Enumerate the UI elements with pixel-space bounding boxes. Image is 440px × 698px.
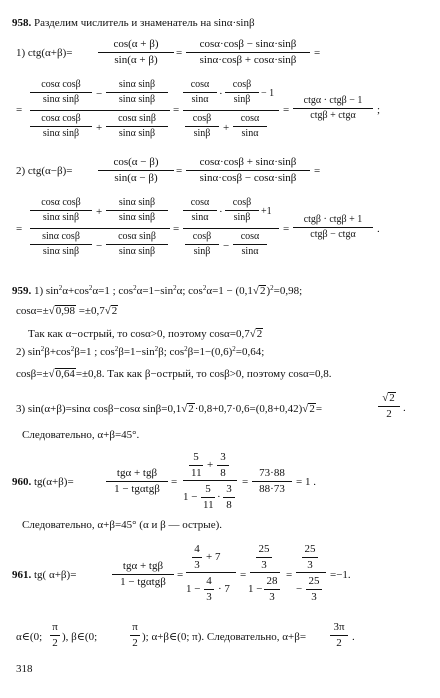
sqrt-radicand: 2 <box>111 305 118 317</box>
fraction <box>183 80 217 105</box>
fraction <box>223 484 235 511</box>
fraction <box>233 114 267 139</box>
denominator: 1 − tgαtgβ <box>120 576 166 588</box>
fraction-bar <box>183 480 237 481</box>
text: tg( α+β)= <box>34 569 77 581</box>
fraction <box>330 622 348 649</box>
equals-sign: = <box>283 223 290 235</box>
denominator: sinα <box>241 246 259 257</box>
fraction <box>30 232 92 257</box>
fraction <box>186 39 310 66</box>
fraction <box>225 198 259 223</box>
fraction <box>192 544 202 571</box>
numerator: ctgβ · ctgβ + 1 <box>293 215 373 228</box>
exponent: 2 <box>202 284 207 292</box>
exponent: 2 <box>232 345 236 353</box>
numerator: cosβ <box>225 80 259 93</box>
numerator: tgα + tgβ <box>106 468 168 482</box>
numerator: cosβ <box>185 232 219 245</box>
denominator: 2 <box>336 637 342 649</box>
text: = <box>315 403 323 415</box>
plus-sign: + <box>96 122 103 134</box>
numerator: cosα cosβ <box>30 80 92 93</box>
text: β=1 ; cos <box>74 346 115 358</box>
problem-959-line-3 <box>28 328 263 340</box>
fraction-bar <box>183 110 279 111</box>
numerator: ctgα · ctgβ − 1 <box>293 96 373 109</box>
denominator: 11 <box>203 499 214 511</box>
sqrt: √2 <box>104 305 118 317</box>
denominator: 11 <box>191 467 202 479</box>
problem-intro: Разделим числитель и знаменатель на sinα·sinβ <box>34 17 255 29</box>
period: . <box>377 223 380 235</box>
text: =±0,8. Так как β−острый, то cosβ>0, поэтому cosα=0,8. <box>75 368 332 380</box>
numerator: 3 <box>217 452 229 466</box>
sqrt: √0,64 <box>48 368 75 380</box>
fraction <box>106 232 168 257</box>
fraction <box>185 114 219 139</box>
equals-sign: = <box>286 569 293 581</box>
dot-sign: · <box>219 88 223 100</box>
text: α+cos <box>62 285 89 297</box>
fraction <box>112 561 174 588</box>
denominator: sinα sinβ <box>118 128 156 139</box>
exponent: 2 <box>40 345 45 353</box>
text: β+cos <box>44 346 71 358</box>
plus-sign: + <box>207 459 214 471</box>
plus-one: +1 <box>261 206 272 217</box>
fraction <box>201 484 215 511</box>
problem-959-conclusion: Следовательно, α+β=45°. <box>22 429 140 441</box>
equals-sign: = <box>283 104 290 116</box>
equals-sign: = <box>314 165 321 177</box>
text: 3) sin(α+β)=sinα cosβ−cosα sinβ=0,1 <box>16 403 182 415</box>
minus-sign: − <box>96 240 103 252</box>
numerator: cosα·cosβ − sinα·sinβ <box>186 39 310 53</box>
fraction <box>302 544 318 571</box>
fraction <box>217 452 229 479</box>
denominator: 2 <box>132 637 138 649</box>
formula-text: 2) ctg(α−β)= <box>16 165 73 177</box>
text: α=1 − (0,1 <box>206 285 253 297</box>
problem-960-heading <box>12 477 74 488</box>
text: ) <box>266 285 271 297</box>
exponent: 2 <box>70 345 75 353</box>
numerator: 25 <box>306 576 322 590</box>
numerator: cosα·cosβ + sinα·sinβ <box>186 157 310 171</box>
denominator: sinβ <box>233 212 251 223</box>
fraction <box>98 157 174 184</box>
fraction <box>106 468 168 495</box>
denominator: sinα sinβ <box>42 246 80 257</box>
denominator: sinα sinβ <box>42 212 80 223</box>
denominator: 3 <box>261 559 267 571</box>
text: =±0,7 <box>78 305 105 317</box>
text: + 7 <box>206 551 221 563</box>
denominator: 88·73 <box>259 483 285 495</box>
formula-text: 1) ctg(α+β)= <box>16 47 73 59</box>
sqrt: √2 <box>181 403 194 415</box>
denominator: 3 <box>194 559 200 571</box>
text: Так как α−острый, то cosα>0, поэтому cosα=0,7 <box>28 328 250 340</box>
denominator: sinα sinβ <box>118 94 156 105</box>
plus-sign: + <box>96 206 103 218</box>
minus-sign: − <box>223 240 230 252</box>
text: ), β∈(0; <box>62 631 98 643</box>
fraction <box>204 576 214 603</box>
numerator: cosα <box>233 114 267 127</box>
fraction <box>130 622 140 649</box>
numerator: cosβ <box>185 114 219 127</box>
problem-number: 959. <box>12 285 32 297</box>
numerator: cosα cosβ <box>30 198 92 211</box>
sqrt: √2 <box>382 392 395 404</box>
fraction <box>50 622 60 649</box>
fraction <box>233 232 267 257</box>
numerator: 25 <box>256 544 272 558</box>
problem-959-line-6 <box>16 403 322 415</box>
denominator: 3 <box>311 591 317 603</box>
result: = 1 . <box>296 476 316 488</box>
denominator: sinα <box>241 128 259 139</box>
exponent: 2 <box>154 345 159 353</box>
fraction <box>30 80 92 105</box>
text: tg(α+β)= <box>34 476 74 488</box>
numerator: 28 <box>264 576 280 590</box>
text: cosβ=± <box>16 368 49 380</box>
numerator: sinα sinβ <box>106 198 168 211</box>
fraction <box>256 544 272 571</box>
fraction <box>293 96 373 121</box>
numerator: 4 <box>204 576 214 590</box>
fraction <box>225 80 259 105</box>
fraction-bar <box>296 572 326 573</box>
denominator: 1 − tgαtgβ <box>114 483 160 495</box>
dot-sign: · <box>219 206 223 218</box>
text: 1 − <box>248 583 263 595</box>
fraction <box>378 392 400 420</box>
numerator: cosα <box>183 198 217 211</box>
numerator: 25 <box>302 544 318 558</box>
equals-sign: = <box>314 47 321 59</box>
sqrt-radicand: 2 <box>256 328 263 340</box>
fraction-bar <box>183 228 279 229</box>
text: ); α+β∈(0; π). Следовательно, α+β= <box>142 631 307 643</box>
denominator: sinα sinβ <box>42 94 80 105</box>
problem-959-line-5 <box>16 368 331 380</box>
fraction <box>106 114 168 139</box>
equals-sign: = <box>177 569 184 581</box>
exponent: 2 <box>173 284 177 292</box>
fraction-bar <box>250 572 280 573</box>
fraction-bar <box>186 572 236 573</box>
sqrt-radicand: 2 <box>188 403 194 415</box>
sqrt: √2 <box>249 328 263 340</box>
text: cosα=± <box>16 305 49 317</box>
text: β=1−sin <box>118 346 155 358</box>
text: α=1−sin <box>136 285 174 297</box>
problem-number: 961. <box>12 569 32 581</box>
exponent: 2 <box>184 345 188 353</box>
denominator: sin(α − β) <box>114 172 158 184</box>
problem-number: 960. <box>12 476 32 488</box>
sqrt-radicand: 2 <box>259 285 266 297</box>
fraction <box>293 215 373 240</box>
minus-sign: − <box>296 583 303 595</box>
problem-959-line-2 <box>16 305 118 317</box>
numerator: 73·88 <box>252 468 292 482</box>
equals-sign: = <box>16 223 23 235</box>
denominator: 2 <box>386 408 392 420</box>
problem-number: 958. <box>12 17 32 29</box>
fraction <box>98 39 174 66</box>
numerator: π <box>50 622 60 636</box>
text: 2) sin <box>16 346 41 358</box>
fraction <box>106 198 168 223</box>
numerator: 4 <box>192 544 202 558</box>
denominator: sin(α + β) <box>114 54 158 66</box>
fraction <box>30 198 92 223</box>
sqrt: √2 <box>252 285 266 297</box>
fraction <box>183 198 217 223</box>
numerator: cosα sinβ <box>106 232 168 245</box>
denominator: sinα sinβ <box>42 128 80 139</box>
sqrt: √2 <box>302 403 315 415</box>
denominator: 3 <box>307 559 313 571</box>
denominator: 2 <box>52 637 58 649</box>
numerator: sinα sinβ <box>106 80 168 93</box>
problem-960-conclusion: Следовательно, α+β=45° (α и β — острые). <box>22 519 222 531</box>
text: β=1−(0,6) <box>187 346 233 358</box>
numerator: cosα sinβ <box>106 114 168 127</box>
plus-sign: + <box>223 122 230 134</box>
dot-sign: · <box>217 491 221 503</box>
equals-sign: = <box>176 165 183 177</box>
equals-sign: = <box>171 476 178 488</box>
numerator: 3π <box>330 622 348 636</box>
numerator: π <box>130 622 140 636</box>
denominator: 8 <box>220 467 226 479</box>
exponent: 2 <box>88 284 93 292</box>
denominator: 8 <box>226 499 232 511</box>
exponent: 2 <box>58 284 63 292</box>
fraction-bar <box>30 228 170 229</box>
sqrt-radicand: 2 <box>389 392 395 404</box>
fraction <box>189 452 203 479</box>
denominator: sinβ <box>193 246 211 257</box>
numerator: sinα cosβ <box>30 232 92 245</box>
fraction <box>186 157 310 184</box>
sqrt-radicand: 0,64 <box>55 368 75 380</box>
result: =−1. <box>330 569 351 581</box>
text: 1 − <box>183 491 198 503</box>
denominator: sinα sinβ <box>118 246 156 257</box>
denominator: ctgβ − ctgα <box>310 229 356 240</box>
text: β; cos <box>158 346 185 358</box>
fraction <box>306 576 322 603</box>
numerator: cosα <box>183 80 217 93</box>
semicolon: ; <box>377 104 381 116</box>
sqrt-radicand: 2 <box>309 403 315 415</box>
text: =0,98; <box>273 285 303 297</box>
fraction-bar <box>30 110 170 111</box>
sqrt: √0,98 <box>48 305 75 317</box>
text: 1) sin <box>34 285 59 297</box>
numerator: cosα <box>233 232 267 245</box>
denominator: sinβ <box>193 128 211 139</box>
fraction <box>185 232 219 257</box>
fraction <box>30 114 92 139</box>
text: 1 − <box>186 583 201 595</box>
denominator: sinα sinβ <box>118 212 156 223</box>
equals-sign: = <box>173 223 180 235</box>
denominator: sinα·cosβ + cosα·sinβ <box>199 54 297 66</box>
denominator: sinα·cosβ − cosα·sinβ <box>199 172 297 184</box>
equals-sign: = <box>16 104 23 116</box>
text: · 7 <box>218 583 230 595</box>
exponent: 2 <box>270 284 274 292</box>
equals-sign: = <box>176 47 183 59</box>
page-number: 318 <box>16 663 33 675</box>
numerator: cosβ <box>225 198 259 211</box>
numerator: tgα + tgβ <box>112 561 174 575</box>
denominator: 3 <box>206 591 212 603</box>
fraction <box>252 468 292 495</box>
period: . <box>403 402 406 414</box>
minus-sign: − <box>96 88 103 100</box>
equals-sign: = <box>240 569 247 581</box>
equals-sign: = <box>242 476 249 488</box>
exponent: 2 <box>133 284 137 292</box>
text: α; cos <box>176 285 203 297</box>
fraction <box>106 80 168 105</box>
problem-961-heading <box>12 570 76 581</box>
equals-sign: = <box>173 104 180 116</box>
problem-959-line-1 <box>12 285 302 297</box>
problem-958-heading <box>12 18 255 29</box>
numerator: cos(α − β) <box>98 157 174 171</box>
numerator: cosα cosβ <box>30 114 92 127</box>
text: =0,64; <box>235 346 265 358</box>
exponent: 2 <box>114 345 119 353</box>
denominator: sinβ <box>233 94 251 105</box>
numerator <box>378 392 400 407</box>
denominator: ctgβ + ctgα <box>310 110 356 121</box>
numerator: 3 <box>223 484 235 498</box>
fraction <box>264 576 280 603</box>
denominator: sinα <box>191 212 209 223</box>
numerator: 5 <box>201 484 215 498</box>
numerator: cos(α + β) <box>98 39 174 53</box>
problem-959-line-4 <box>16 347 264 358</box>
text: α∈(0; <box>16 631 43 643</box>
period: . <box>352 631 355 643</box>
denominator: sinα <box>191 94 209 105</box>
sqrt-radicand: 0,98 <box>55 305 75 317</box>
minus-one: − 1 <box>261 88 275 99</box>
text: ·0,8+0,7·0,6=(0,8+0,42) <box>194 403 303 415</box>
text: α=1 ; cos <box>92 285 134 297</box>
denominator: 3 <box>269 591 275 603</box>
numerator: 5 <box>189 452 203 466</box>
